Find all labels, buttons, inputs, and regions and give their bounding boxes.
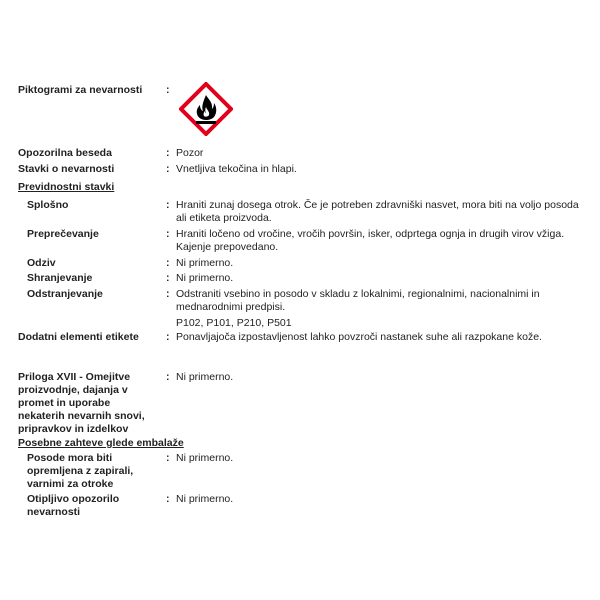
precautionary-heading: Previdnostni stavki: [18, 181, 115, 193]
prevention-colon: :: [166, 228, 170, 240]
child-closures-colon: :: [166, 452, 170, 464]
pictograms-label: Piktogrami za nevarnosti: [18, 84, 143, 96]
disposal-line-2: mednarodnimi predpisi.: [176, 301, 286, 313]
storage-value: Ni primerno.: [176, 272, 234, 284]
signal-word-value: Pozor: [176, 147, 204, 159]
pictograms-colon: :: [166, 84, 170, 96]
annex-xvii-label-line-1: Priloga XVII - Omejitve: [18, 371, 131, 383]
general-line-2: ali etiketa proizvoda.: [176, 212, 272, 224]
additional-colon: :: [166, 331, 170, 343]
response-colon: :: [166, 257, 170, 269]
prevention-line-1: Hraniti ločeno od vročine, vročih površin, isker, odprtega ognja in drugih virov vžiga.: [176, 228, 565, 240]
annex-xvii-colon: :: [166, 371, 170, 383]
signal-word-colon: :: [166, 147, 170, 159]
hazard-statements-value: Vnetljiva tekočina in hlapi.: [176, 163, 297, 175]
annex-xvii-label-line-5: pripravkov in izdelkov: [18, 423, 129, 435]
annex-xvii-label-line-4: nekaterih nevarnih snovi,: [18, 410, 145, 422]
disposal-codes: P102, P101, P210, P501: [176, 317, 292, 329]
tactile-warning-value: Ni primerno.: [176, 493, 234, 505]
prevention-line-2: Kajenje prepovedano.: [176, 241, 279, 253]
flame-ghs02-icon: [179, 82, 233, 136]
response-label: Odziv: [27, 257, 56, 269]
annex-xvii-label-line-2: proizvodnje, dajanja v: [18, 384, 128, 396]
packaging-heading: Posebne zahteve glede embalaže: [18, 437, 184, 449]
child-closures-label-line-1: Posode mora biti: [27, 452, 113, 464]
child-closures-label-line-2: opremljena z zapirali,: [27, 465, 134, 477]
storage-colon: :: [166, 272, 170, 284]
additional-value: Ponavljajoča izpostavljenost lahko povzroči nastanek suhe ali razpokane kože.: [176, 331, 542, 343]
tactile-warning-label-line-2: nevarnosti: [27, 506, 81, 518]
signal-word-label: Opozorilna beseda: [18, 147, 112, 159]
annex-xvii-value: Ni primerno.: [176, 371, 234, 383]
general-line-1: Hraniti zunaj dosega otrok. Če je potreben zdravniški nasvet, mora biti na voljo posoda: [176, 199, 579, 211]
hazard-statements-colon: :: [166, 163, 170, 175]
disposal-label: Odstranjevanje: [27, 288, 103, 300]
child-closures-value: Ni primerno.: [176, 452, 234, 464]
hazard-statements-label: Stavki o nevarnosti: [18, 163, 115, 175]
general-label: Splošno: [27, 199, 69, 211]
tactile-warning-label-line-1: Otipljivo opozorilo: [27, 493, 120, 505]
disposal-colon: :: [166, 288, 170, 300]
child-closures-label-line-3: varnimi za otroke: [27, 478, 114, 490]
tactile-warning-colon: :: [166, 493, 170, 505]
disposal-line-1: Odstraniti vsebino in posodo v skladu z lokalnimi, regionalnimi, nacionalnimi in: [176, 288, 540, 300]
additional-label: Dodatni elementi etikete: [18, 331, 139, 343]
prevention-label: Preprečevanje: [27, 228, 99, 240]
response-value: Ni primerno.: [176, 257, 234, 269]
general-colon: :: [166, 199, 170, 211]
annex-xvii-label-line-3: promet in uporabe: [18, 397, 111, 409]
storage-label: Shranjevanje: [27, 272, 93, 284]
